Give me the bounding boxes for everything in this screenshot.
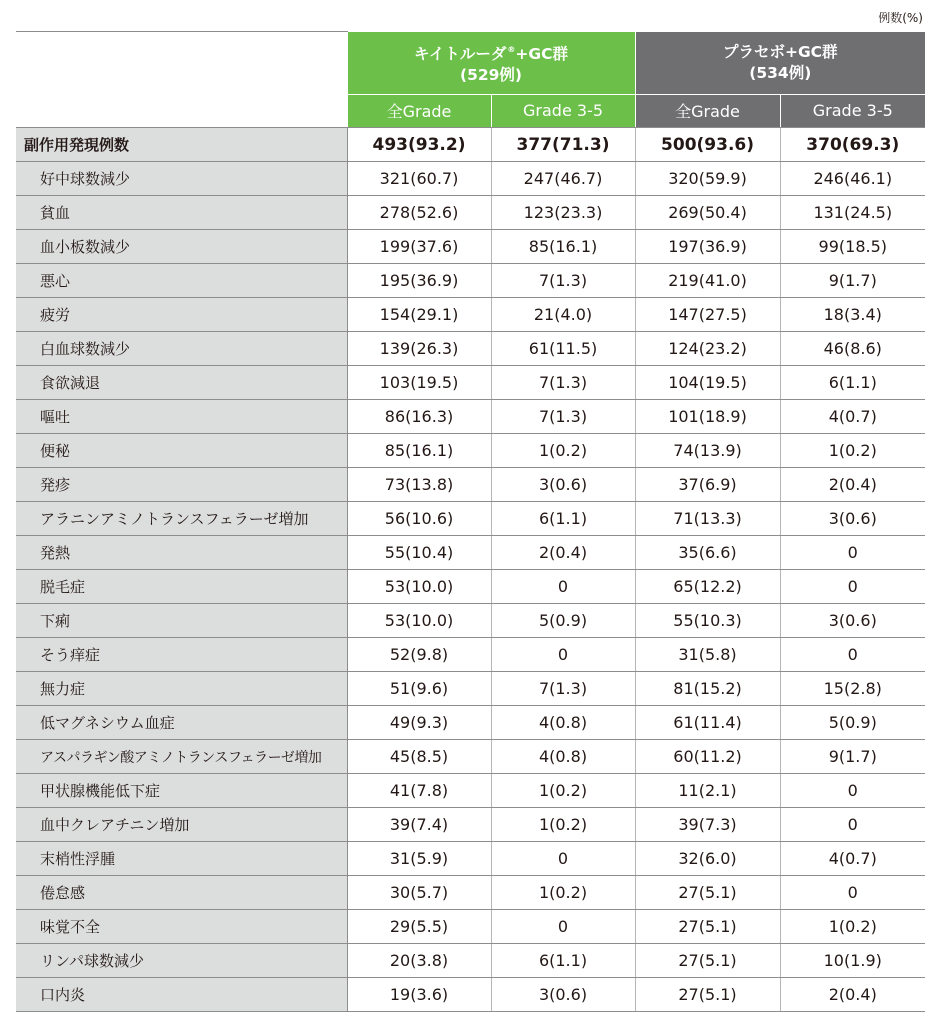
table-row: [16, 196, 925, 230]
table-row: [16, 604, 925, 638]
adverse-event-name: 便秘: [16, 434, 347, 468]
cell-placebo-all: 31(5.8): [635, 638, 780, 672]
cell-keytruda-all: 51(9.6): [347, 672, 491, 706]
cell-placebo-g35: 5(0.9): [780, 706, 925, 740]
table-row: [16, 910, 925, 944]
cell-keytruda-all: 29(5.5): [347, 910, 491, 944]
adverse-event-name: 味覚不全: [16, 910, 347, 944]
adverse-event-name: 口内炎: [16, 978, 347, 1012]
table-row: [16, 876, 925, 910]
cell-keytruda-g35: 0: [491, 570, 635, 604]
cell-keytruda-all: 86(16.3): [347, 400, 491, 434]
group-keytruda-count: (529例): [459, 66, 523, 84]
adverse-event-name: 貧血: [16, 196, 347, 230]
cell-keytruda-g35: 0: [491, 638, 635, 672]
adverse-event-name: アスパラギン酸アミノトランスフェラーゼ増加: [16, 740, 347, 774]
cell-keytruda-all: 55(10.4): [347, 536, 491, 570]
cell-keytruda-all: 45(8.5): [347, 740, 491, 774]
adverse-event-name: 甲状腺機能低下症: [16, 774, 347, 808]
table-row: [16, 978, 925, 1012]
table-row: [16, 570, 925, 604]
cell-keytruda-all: 52(9.8): [347, 638, 491, 672]
cell-placebo-g35: 3(0.6): [780, 604, 925, 638]
cell-keytruda-all: 41(7.8): [347, 774, 491, 808]
cell-placebo-all: 320(59.9): [635, 162, 780, 196]
cell-placebo-g35: 1(0.2): [780, 910, 925, 944]
cell-placebo-all: 27(5.1): [635, 876, 780, 910]
cell-placebo-g35: 0: [780, 536, 925, 570]
adverse-event-name: 下痢: [16, 604, 347, 638]
adverse-events-table: [16, 31, 925, 1012]
cell-keytruda-g35: 7(1.3): [491, 366, 635, 400]
total-placebo-g35: 370(69.3): [780, 128, 925, 162]
cell-keytruda-g35: 6(1.1): [491, 502, 635, 536]
cell-keytruda-g35: 4(0.8): [491, 706, 635, 740]
table-row: [16, 298, 925, 332]
total-keytruda-g35: 377(71.3): [491, 128, 635, 162]
table-row: [16, 672, 925, 706]
cell-placebo-g35: 15(2.8): [780, 672, 925, 706]
cell-placebo-all: 27(5.1): [635, 910, 780, 944]
adverse-event-name: 発熱: [16, 536, 347, 570]
registered-mark: ®: [507, 45, 516, 54]
table-row: [16, 638, 925, 672]
adverse-event-name: 嘔吐: [16, 400, 347, 434]
cell-placebo-all: 65(12.2): [635, 570, 780, 604]
cell-placebo-all: 219(41.0): [635, 264, 780, 298]
adverse-event-name: 血中クレアチニン増加: [16, 808, 347, 842]
header-corner: [16, 32, 347, 95]
table-body: [16, 128, 925, 1012]
unit-label: 例数(%): [878, 11, 923, 25]
cell-keytruda-g35: 85(16.1): [491, 230, 635, 264]
group-placebo-count: (534例): [749, 63, 812, 82]
cell-placebo-all: 55(10.3): [635, 604, 780, 638]
cell-placebo-g35: 0: [780, 774, 925, 808]
adverse-event-name: 食欲減退: [16, 366, 347, 400]
adverse-event-name: 発疹: [16, 468, 347, 502]
subheader-placebo-all-grade: 全Grade: [635, 94, 780, 128]
cell-placebo-all: 124(23.2): [635, 332, 780, 366]
cell-keytruda-g35: 6(1.1): [491, 944, 635, 978]
table-row: [16, 536, 925, 570]
cell-placebo-all: 27(5.1): [635, 978, 780, 1012]
subheader-row: [16, 94, 925, 128]
group-header-placebo: [635, 32, 925, 95]
cell-keytruda-all: 20(3.8): [347, 944, 491, 978]
adverse-event-name: そう痒症: [16, 638, 347, 672]
cell-keytruda-all: 39(7.4): [347, 808, 491, 842]
adverse-event-name: 白血球数減少: [16, 332, 347, 366]
table-row: [16, 944, 925, 978]
adverse-event-name: 低マグネシウム血症: [16, 706, 347, 740]
group-keytruda-name: キイトルーダ: [414, 45, 507, 63]
adverse-event-name: リンパ球数減少: [16, 944, 347, 978]
total-row-name: 副作用発現例数: [16, 128, 347, 162]
cell-keytruda-all: 30(5.7): [347, 876, 491, 910]
cell-placebo-all: 11(2.1): [635, 774, 780, 808]
cell-placebo-g35: 2(0.4): [780, 978, 925, 1012]
adverse-event-name: 血小板数減少: [16, 230, 347, 264]
cell-keytruda-all: 321(60.7): [347, 162, 491, 196]
cell-keytruda-g35: 247(46.7): [491, 162, 635, 196]
cell-keytruda-g35: 1(0.2): [491, 808, 635, 842]
cell-keytruda-g35: 7(1.3): [491, 264, 635, 298]
cell-keytruda-g35: 5(0.9): [491, 604, 635, 638]
cell-keytruda-all: 31(5.9): [347, 842, 491, 876]
group-placebo-name: プラセボ+GC群: [722, 42, 838, 61]
cell-placebo-g35: 10(1.9): [780, 944, 925, 978]
adverse-event-name: 好中球数減少: [16, 162, 347, 196]
subheader-placebo-grade-3-5: Grade 3-5: [780, 94, 925, 128]
cell-placebo-all: 197(36.9): [635, 230, 780, 264]
table-row: [16, 162, 925, 196]
cell-placebo-g35: 1(0.2): [780, 434, 925, 468]
adverse-event-name: 脱毛症: [16, 570, 347, 604]
subheader-keytruda-grade-3-5: Grade 3-5: [491, 94, 635, 128]
total-placebo-all: 500(93.6): [635, 128, 780, 162]
cell-keytruda-all: 53(10.0): [347, 570, 491, 604]
cell-keytruda-all: 56(10.6): [347, 502, 491, 536]
table-row: [16, 808, 925, 842]
adverse-event-name: 倦怠感: [16, 876, 347, 910]
total-row: [16, 128, 925, 162]
cell-keytruda-g35: 21(4.0): [491, 298, 635, 332]
total-keytruda-all: 493(93.2): [347, 128, 491, 162]
cell-keytruda-all: 139(26.3): [347, 332, 491, 366]
cell-placebo-g35: 0: [780, 638, 925, 672]
cell-placebo-g35: 2(0.4): [780, 468, 925, 502]
cell-placebo-g35: 0: [780, 808, 925, 842]
cell-placebo-all: 81(15.2): [635, 672, 780, 706]
cell-placebo-all: 60(11.2): [635, 740, 780, 774]
cell-keytruda-g35: 2(0.4): [491, 536, 635, 570]
table-row: [16, 366, 925, 400]
adverse-event-name: アラニンアミノトランスフェラーゼ増加: [16, 502, 347, 536]
cell-keytruda-g35: 7(1.3): [491, 672, 635, 706]
adverse-event-name: 疲労: [16, 298, 347, 332]
cell-placebo-all: 35(6.6): [635, 536, 780, 570]
table-row: [16, 332, 925, 366]
cell-placebo-all: 104(19.5): [635, 366, 780, 400]
table-row: [16, 740, 925, 774]
cell-placebo-g35: 131(24.5): [780, 196, 925, 230]
adverse-event-name: 無力症: [16, 672, 347, 706]
cell-keytruda-all: 103(19.5): [347, 366, 491, 400]
cell-placebo-all: 101(18.9): [635, 400, 780, 434]
cell-placebo-all: 27(5.1): [635, 944, 780, 978]
cell-keytruda-all: 195(36.9): [347, 264, 491, 298]
table-row: [16, 468, 925, 502]
cell-keytruda-g35: 1(0.2): [491, 876, 635, 910]
table-row: [16, 706, 925, 740]
cell-placebo-g35: 246(46.1): [780, 162, 925, 196]
cell-placebo-g35: 6(1.1): [780, 366, 925, 400]
cell-keytruda-all: 73(13.8): [347, 468, 491, 502]
cell-keytruda-all: 49(9.3): [347, 706, 491, 740]
cell-keytruda-g35: 3(0.6): [491, 468, 635, 502]
adverse-event-name: 末梢性浮腫: [16, 842, 347, 876]
cell-placebo-all: 37(6.9): [635, 468, 780, 502]
adverse-event-name: 悪心: [16, 264, 347, 298]
cell-placebo-g35: 0: [780, 876, 925, 910]
group-header-row: [16, 32, 925, 95]
cell-placebo-all: 147(27.5): [635, 298, 780, 332]
table-row: [16, 502, 925, 536]
cell-keytruda-g35: 0: [491, 910, 635, 944]
cell-placebo-g35: 99(18.5): [780, 230, 925, 264]
cell-placebo-all: 32(6.0): [635, 842, 780, 876]
cell-placebo-all: 74(13.9): [635, 434, 780, 468]
table-row: [16, 400, 925, 434]
table-row: [16, 774, 925, 808]
cell-keytruda-g35: 3(0.6): [491, 978, 635, 1012]
cell-placebo-g35: 18(3.4): [780, 298, 925, 332]
cell-placebo-g35: 4(0.7): [780, 842, 925, 876]
cell-keytruda-all: 53(10.0): [347, 604, 491, 638]
cell-placebo-g35: 0: [780, 570, 925, 604]
cell-placebo-g35: 9(1.7): [780, 740, 925, 774]
cell-placebo-g35: 3(0.6): [780, 502, 925, 536]
cell-placebo-all: 71(13.3): [635, 502, 780, 536]
cell-keytruda-g35: 1(0.2): [491, 774, 635, 808]
cell-keytruda-g35: 1(0.2): [491, 434, 635, 468]
cell-placebo-all: 39(7.3): [635, 808, 780, 842]
table-row: [16, 842, 925, 876]
group-keytruda-name-tail: +GC群: [515, 45, 568, 63]
cell-keytruda-all: 199(37.6): [347, 230, 491, 264]
group-header-keytruda: [347, 32, 635, 95]
cell-keytruda-all: 154(29.1): [347, 298, 491, 332]
cell-keytruda-g35: 4(0.8): [491, 740, 635, 774]
table-row: [16, 264, 925, 298]
cell-keytruda-all: 19(3.6): [347, 978, 491, 1012]
subheader-corner: [16, 94, 347, 128]
cell-placebo-g35: 9(1.7): [780, 264, 925, 298]
table-row: [16, 230, 925, 264]
cell-placebo-all: 61(11.4): [635, 706, 780, 740]
cell-keytruda-g35: 0: [491, 842, 635, 876]
cell-keytruda-g35: 123(23.3): [491, 196, 635, 230]
cell-placebo-all: 269(50.4): [635, 196, 780, 230]
cell-placebo-g35: 4(0.7): [780, 400, 925, 434]
table-row: [16, 434, 925, 468]
cell-keytruda-all: 278(52.6): [347, 196, 491, 230]
subheader-keytruda-all-grade: 全Grade: [347, 94, 491, 128]
cell-keytruda-all: 85(16.1): [347, 434, 491, 468]
cell-placebo-g35: 46(8.6): [780, 332, 925, 366]
cell-keytruda-g35: 61(11.5): [491, 332, 635, 366]
cell-keytruda-g35: 7(1.3): [491, 400, 635, 434]
